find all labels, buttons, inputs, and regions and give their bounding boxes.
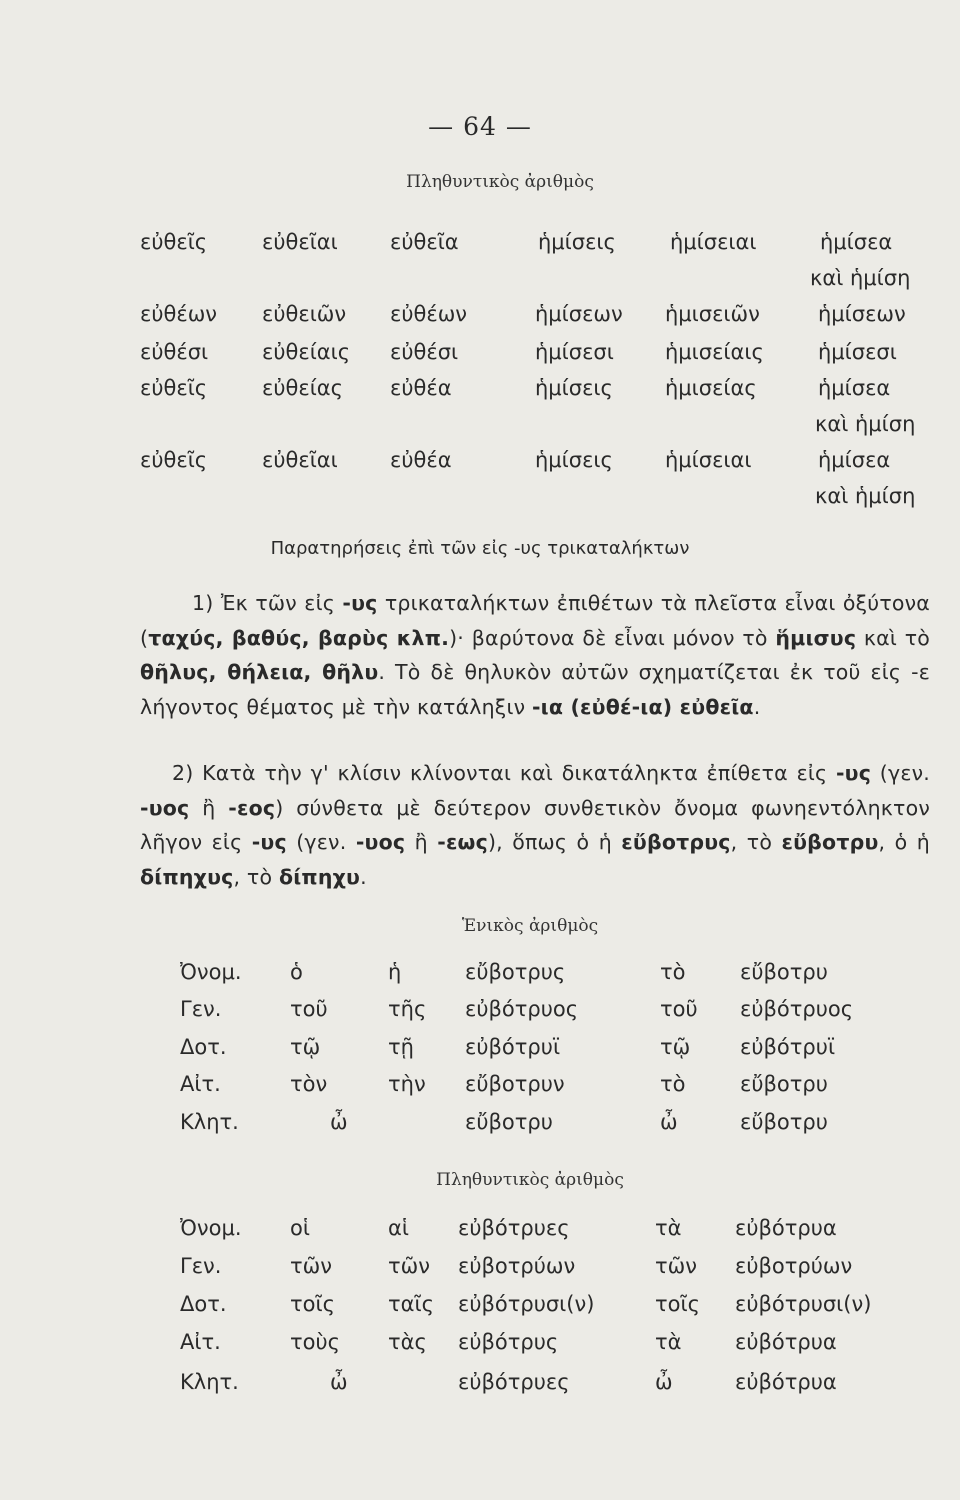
table-cell: εὐθέσι [140,340,209,364]
plural-heading: Πληθυντικὸς ἀριθμὸς [406,172,594,192]
text: ), ὅπως ὁ ἡ [487,830,622,854]
table-cell: αἱ [388,1216,409,1240]
bold-text: -υς [835,761,872,785]
table-cell: τὰ [655,1330,682,1354]
table-cell: εὐβότρυϊ [465,1035,560,1059]
table-cell: ταῖς [388,1292,434,1316]
text: (γεν. [286,830,356,854]
table-cell: εὔβοτρυς [465,960,566,984]
alt-form: καὶ ἡμίση [815,412,916,436]
notes-title: Παρατηρήσεις ἐπὶ τῶν εἰς -υς τρικαταλήκτων [270,538,690,559]
bold-text: θῆλυς, θήλεια, θῆλυ [140,660,379,684]
table-cell: τοῖς [655,1292,700,1316]
table-cell: εὐθεῖαι [262,230,338,254]
case-label: Ὀνομ. [180,960,242,984]
text: 1) Ἐκ τῶν εἰς [192,591,343,615]
table-cell: τοῦ [290,997,328,1021]
table-cell: τοῖς [290,1292,335,1316]
table-cell: τῇ [388,1035,414,1059]
table-cell: τὴν [388,1072,426,1096]
text: , ὁ ἡ [878,830,930,854]
table-cell: ὦ [660,1110,678,1134]
table-cell: τῶν [388,1254,430,1278]
paragraph-1 [140,586,930,724]
bold-text: -εως [437,830,488,854]
table-cell: ἡμίσεσι [535,340,614,364]
table-cell: ὦ [330,1110,348,1134]
table-cell: εὐθείαις [262,340,351,364]
text: . Τὸ δὲ θηλυκὸν αὐτῶν σχηματίζεται ἐκ τοῦ εἰς -ε λήγοντος θέματος μὲ τὴν κατάληξιν [140,660,930,719]
table-cell: εὐθεῖς [140,230,208,254]
table-cell: ἡμίσεις [535,376,613,400]
table-cell: ἡμίσεσι [818,340,897,364]
table-cell: ὁ [290,960,303,984]
bold-text: δίπηχυς [140,864,234,889]
text: ἢ [405,830,438,854]
table-cell: εὐβότρυος [740,997,854,1021]
table-cell: τὰς [388,1330,427,1354]
case-label: Αἰτ. [180,1072,221,1096]
table-cell: εὐθεῖαι [262,448,338,472]
bold-text: ἥμισυς [775,625,857,650]
table-cell: εὐθέα [390,376,452,400]
case-label: Δοτ. [180,1292,227,1316]
singular-heading: Ἑνικὸς ἀριθμὸς [461,916,599,936]
table-cell: εὐθεῖς [140,376,208,400]
table-cell: εὔβοτρυ [740,1072,828,1096]
table-cell: εὔβοτρυν [465,1072,565,1096]
case-label: Δοτ. [180,1035,227,1059]
table-cell: εὐθέων [140,302,218,326]
table-cell: τῷ [660,1035,691,1059]
table-cell: οἱ [290,1216,310,1240]
table-cell: ἡ [388,960,402,984]
text: ) σύνθετα μὲ δεύτερον συνθετικὸν ὄνομα φωνηεντόληκτον λῆγον εἰς [140,795,930,854]
table-cell: εὐβότρυα [735,1216,837,1240]
bold-text: -υος [140,795,190,820]
table-cell: εὐθέα [390,448,452,472]
bold-text: -υος [355,830,406,854]
table-row [0,230,960,267]
table-cell: τοὺς [290,1330,340,1354]
text: , τὸ [233,864,279,889]
case-label: Αἰτ. [180,1330,221,1354]
table-cell: εὐθεῖα [390,230,459,254]
table-cell: ἡμίσεα [820,230,893,254]
table-cell: εὔβοτρυ [740,960,828,984]
table-cell: εὐβότρυες [458,1370,570,1394]
bold-text: -ια (εὐθέ-ια) εὐθεῖα [531,694,754,719]
table-cell: τὸν [290,1072,328,1096]
text: )· βαρύτονα δὲ εἶναι μόνον τὸ [449,625,776,650]
text: . [360,864,367,889]
table-cell: ἡμίσεις [538,230,616,254]
table-cell: εὐβοτρύων [735,1254,853,1278]
bold-text: δίπηχυ [278,864,361,889]
table-cell: εὐβότρυα [735,1330,837,1354]
table-cell: ἡμισείας [665,376,757,400]
table-cell: εὐβότρυες [458,1216,570,1240]
table-cell: τὸ [660,960,686,984]
table-cell: εὐβότρυσι(ν) [735,1292,872,1316]
table-row [0,302,960,339]
table-cell: εὐβοτρύων [458,1254,576,1278]
bold-text: -υς [342,591,378,615]
plural-heading-2: Πληθυντικὸς ἀριθμὸς [436,1170,624,1190]
table-cell: ἡμίσεα [818,376,891,400]
table-cell: τὰ [655,1216,682,1240]
text: , τὸ [730,830,782,854]
text: 2) Κατὰ τὴν γ' κλίσιν κλίνονται καὶ δικατάληκτα ἐπίθετα εἰς [172,761,836,785]
table-cell: εὐθεῖς [140,448,208,472]
table-cell: τῶν [655,1254,697,1278]
table-cell: ἡμισειῶν [665,302,760,326]
table-cell: ἡμίσεις [535,448,613,472]
table-cell: εὐβότρυσι(ν) [458,1292,595,1316]
bold-text: ταχύς, βαθύς, βαρὺς κλπ. [148,625,450,650]
bold-text: εὔβοτρυ [781,830,879,854]
table-cell: εὐθέσι [390,340,459,364]
table-cell: ἡμισείαις [665,340,764,364]
case-label: Κλητ. [180,1110,239,1134]
text: . [753,694,761,719]
table-cell: εὐβότρυος [465,997,579,1021]
table-cell: ἡμίσειαι [670,230,757,254]
table-cell: εὐβότρυα [735,1370,837,1394]
table-cell: εὐθειῶν [262,302,347,326]
table-cell: εὐθείας [262,376,343,400]
alt-form: καὶ ἡμίση [815,484,916,508]
table-cell: τῷ [290,1035,321,1059]
bold-text: εὔβοτρυς [621,830,731,854]
table-cell: ἡμίσειαι [665,448,752,472]
case-label: Ὀνομ. [180,1216,242,1240]
table-cell: ὦ [655,1370,673,1394]
table-row [0,448,960,485]
page-number: — 64 — [428,112,532,141]
table-row [0,376,960,413]
text: (γεν. [871,761,930,785]
case-label: Κλητ. [180,1370,239,1394]
bold-text: -υς [251,830,287,854]
table-cell: εὐθέων [390,302,468,326]
table-cell: τοῦ [660,997,698,1021]
table-cell: ἡμίσεων [535,302,623,326]
case-label: Γεν. [180,1254,222,1278]
table-cell: εὔβοτρυ [740,1110,828,1134]
table-cell: ἡμίσεα [818,448,891,472]
alt-form: καὶ ἡμίση [810,266,911,290]
text: ἢ [189,795,229,820]
text: καὶ τὸ [856,625,930,650]
table-row [0,340,960,377]
table-cell: ὦ [330,1370,348,1394]
table-cell: τῆς [388,997,427,1021]
table-cell: εὔβοτρυ [465,1110,553,1134]
table-cell: τὸ [660,1072,686,1096]
table-cell: εὐβότρυϊ [740,1035,835,1059]
text: τρικαταλήκτων ἐπιθέτων τὰ πλεῖστα εἶναι ὀξύτονα ( [140,591,930,650]
table-cell: εὐβότρυς [458,1330,559,1354]
table-cell: τῶν [290,1254,332,1278]
table-cell: ἡμίσεων [818,302,906,326]
paragraph-2 [140,756,930,894]
bold-text: -εος [228,795,276,820]
case-label: Γεν. [180,997,222,1021]
